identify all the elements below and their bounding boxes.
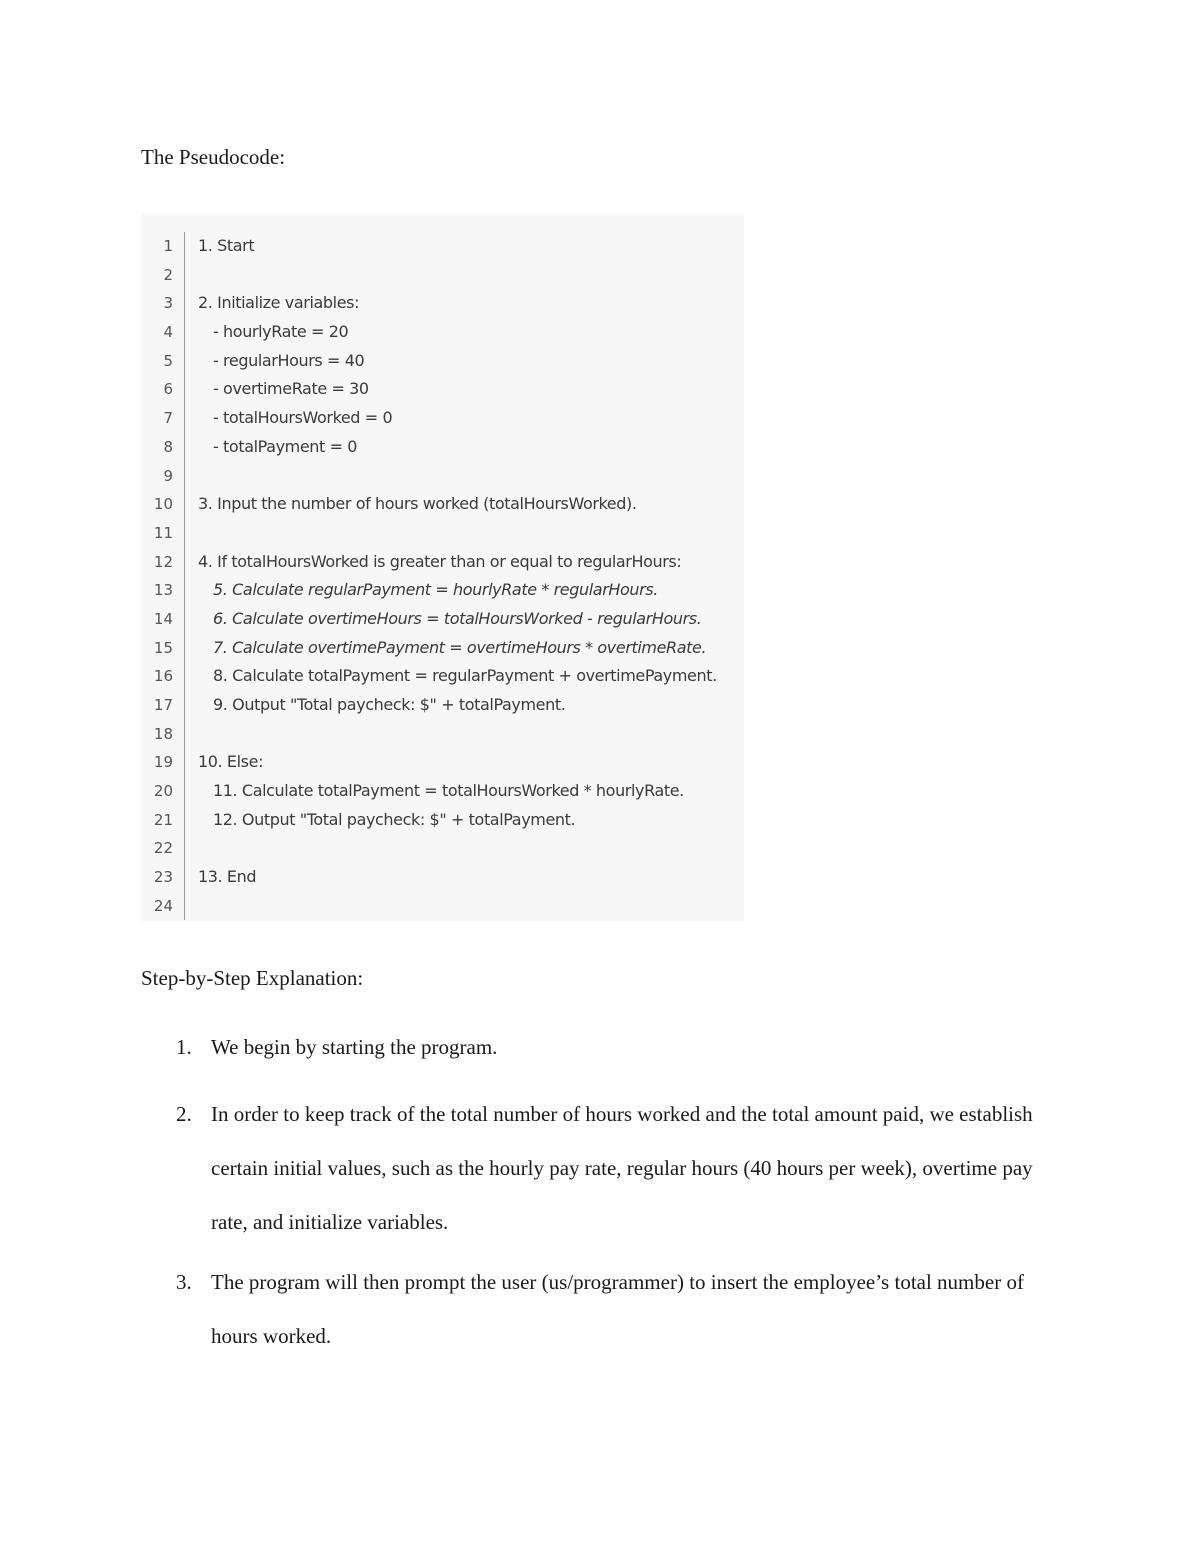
code-text: 9. Output "Total paycheck: $" + totalPayment. bbox=[213, 695, 566, 714]
line-number: 2 bbox=[163, 265, 173, 284]
code-line bbox=[141, 748, 744, 777]
code-line bbox=[141, 634, 744, 663]
list-item-number: 3. bbox=[176, 1270, 192, 1294]
list-item bbox=[176, 1032, 1056, 1063]
code-line bbox=[141, 548, 744, 577]
code-text: 1. Start bbox=[198, 236, 255, 255]
line-number: 10 bbox=[153, 495, 173, 514]
code-line bbox=[141, 318, 744, 347]
line-number: 17 bbox=[153, 696, 173, 714]
line-number: 3 bbox=[163, 294, 173, 313]
list-item bbox=[176, 1087, 1056, 1249]
code-text: 5. Calculate regularPayment = hourlyRate * regularHours. bbox=[213, 580, 658, 600]
line-number: 19 bbox=[153, 753, 173, 772]
line-number: 12 bbox=[153, 552, 173, 571]
explanation-heading: Step-by-Step Explanation: bbox=[141, 966, 364, 990]
code-line bbox=[141, 404, 744, 433]
line-number: 13 bbox=[153, 581, 173, 600]
code-line bbox=[141, 605, 744, 634]
line-number: 6 bbox=[163, 380, 173, 399]
line-number: 9 bbox=[163, 466, 173, 485]
code-line bbox=[141, 576, 744, 605]
code-line bbox=[141, 490, 744, 519]
code-text: 10. Else: bbox=[198, 752, 264, 772]
code-text: 2. Initialize variables: bbox=[198, 293, 360, 313]
code-line bbox=[141, 289, 744, 318]
line-number: 23 bbox=[153, 868, 173, 887]
line-number: 24 bbox=[153, 896, 173, 915]
code-line bbox=[141, 863, 744, 892]
line-number: 22 bbox=[153, 839, 173, 858]
line-number: 7 bbox=[163, 409, 173, 428]
code-text: 8. Calculate totalPayment = regularPayment + overtimePayment. bbox=[213, 666, 717, 686]
list-item bbox=[176, 1255, 1056, 1363]
code-text: 12. Output "Total paycheck: $" + totalPayment. bbox=[213, 809, 576, 829]
code-line bbox=[141, 261, 744, 290]
pseudocode-heading: The Pseudocode: bbox=[141, 145, 286, 169]
code-line bbox=[141, 347, 744, 376]
code-block bbox=[141, 214, 744, 921]
code-line bbox=[141, 519, 744, 548]
list-item-text: In order to keep track of the total number of hours worked and the total amount paid, we establish certain initial values, such as the hourly pay rate, regular hours (40 hours per week), overtime pay rate, and initialize variables. bbox=[211, 1102, 1033, 1234]
list-item-number: 1. bbox=[176, 1035, 192, 1059]
code-line bbox=[141, 662, 744, 691]
list-item-text: The program will then prompt the user (us/programmer) to insert the employee’s total number of hours worked. bbox=[211, 1270, 1024, 1348]
code-text: - overtimeRate = 30 bbox=[213, 379, 369, 399]
code-line bbox=[141, 834, 744, 863]
line-number: 5 bbox=[163, 351, 173, 370]
line-number: 14 bbox=[153, 609, 173, 628]
code-lines bbox=[141, 232, 744, 921]
code-text: 6. Calculate overtimeHours = totalHoursWorked - regularHours. bbox=[213, 608, 702, 628]
code-text: 3. Input the number of hours worked (totalHoursWorked). bbox=[198, 494, 637, 514]
code-text: - totalPayment = 0 bbox=[213, 436, 358, 456]
line-number: 1 bbox=[163, 237, 173, 255]
line-number: 18 bbox=[153, 724, 173, 743]
line-number: 16 bbox=[153, 667, 173, 686]
list-item-text: We begin by starting the program. bbox=[211, 1035, 498, 1059]
code-line bbox=[141, 462, 744, 491]
code-text: - regularHours = 40 bbox=[213, 350, 365, 370]
code-text: - totalHoursWorked = 0 bbox=[213, 408, 393, 428]
line-number: 4 bbox=[163, 323, 173, 342]
code-line bbox=[141, 232, 744, 261]
list-item-number: 2. bbox=[176, 1102, 192, 1126]
code-line bbox=[141, 806, 744, 835]
code-text: 7. Calculate overtimePayment = overtimeHours * overtimeRate. bbox=[213, 637, 707, 657]
code-line bbox=[141, 433, 744, 462]
code-line bbox=[141, 892, 744, 921]
code-line bbox=[141, 375, 744, 404]
code-text: 13. End bbox=[198, 867, 257, 887]
line-number: 21 bbox=[153, 810, 173, 829]
line-number: 15 bbox=[153, 638, 173, 657]
code-line bbox=[141, 720, 744, 749]
line-number: 11 bbox=[153, 523, 173, 542]
code-text: 11. Calculate totalPayment = totalHoursWorked * hourlyRate. bbox=[213, 781, 684, 801]
code-text: - hourlyRate = 20 bbox=[213, 322, 349, 342]
code-text: 4. If totalHoursWorked is greater than or equal to regularHours: bbox=[198, 551, 682, 571]
code-line bbox=[141, 691, 744, 720]
line-number: 8 bbox=[163, 437, 173, 456]
line-number: 20 bbox=[153, 782, 173, 801]
code-line bbox=[141, 777, 744, 806]
explanation-list bbox=[176, 1032, 1056, 1369]
